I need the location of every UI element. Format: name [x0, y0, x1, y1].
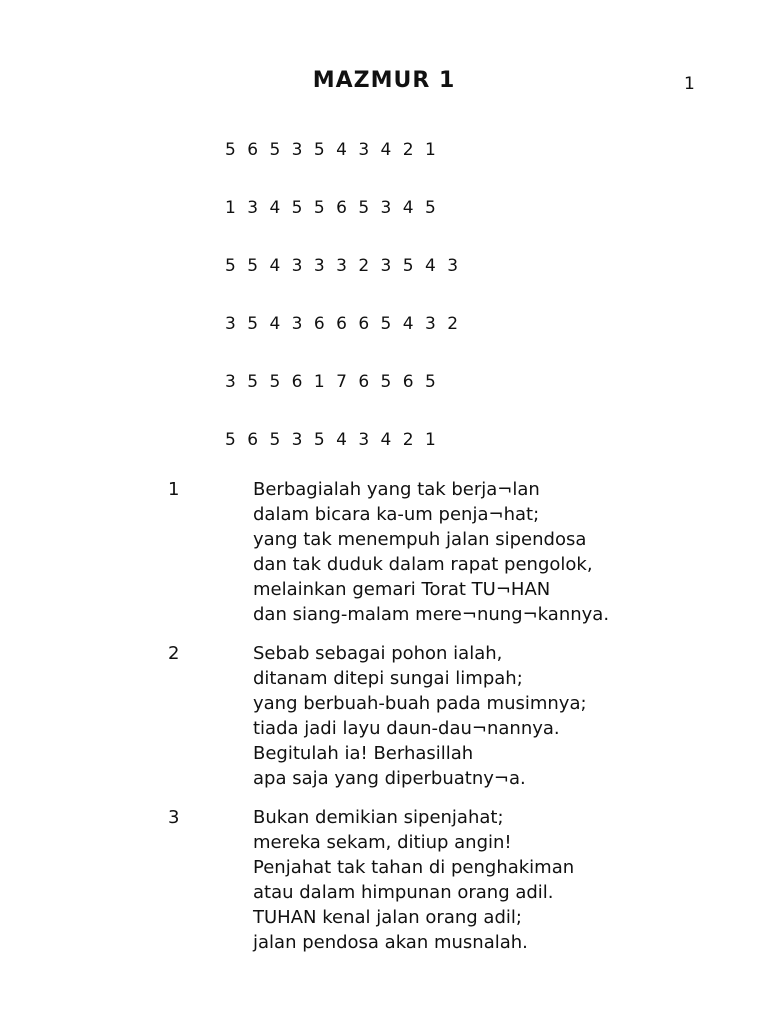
verse-line: yang berbuah-buah pada musimnya; — [253, 693, 587, 714]
verse-line: Sebab sebagai pohon ialah, — [253, 643, 503, 664]
verse-line: jalan pendosa akan musnalah. — [253, 932, 528, 953]
page-number: 1 — [684, 74, 695, 94]
verse-line: Begitulah ia! Berhasillah — [253, 743, 474, 764]
melody-line: 5 6 5 3 5 4 3 4 2 1 — [225, 140, 439, 160]
verses — [0, 477, 768, 969]
verse-line: apa saja yang diperbuatny¬a. — [253, 768, 526, 789]
verse-line: tiada jadi layu daun-dau¬nannya. — [253, 718, 560, 739]
melody-line: 3 5 4 3 6 6 6 5 4 3 2 — [225, 314, 462, 334]
verse-line: mereka sekam, ditiup angin! — [253, 832, 512, 853]
verse-lines — [253, 805, 768, 955]
melody-line: 5 6 5 3 5 4 3 4 2 1 — [225, 430, 439, 450]
melody-line: 1 3 4 5 5 6 5 3 4 5 — [225, 198, 439, 218]
melody-line: 3 5 5 6 1 7 6 5 6 5 — [225, 372, 439, 392]
verse-3 — [0, 805, 768, 955]
verse-lines — [253, 477, 768, 627]
verse-1 — [0, 477, 768, 627]
verse-lines — [253, 641, 768, 791]
verse-number: 3 — [168, 807, 180, 828]
verse-line: dan tak duduk dalam rapat pengolok, — [253, 554, 593, 575]
melody-notation — [225, 138, 461, 486]
verse-line: melainkan gemari Torat TU¬HAN — [253, 579, 551, 600]
verse-line: dalam bicara ka-um penja¬hat; — [253, 504, 540, 525]
verse-line: Penjahat tak tahan di penghakiman — [253, 857, 575, 878]
verse-line: atau dalam himpunan orang adil. — [253, 882, 554, 903]
verse-number: 2 — [168, 643, 180, 664]
verse-2 — [0, 641, 768, 791]
verse-line: Bukan demikian sipenjahat; — [253, 807, 504, 828]
verse-line: yang tak menempuh jalan sipendosa — [253, 529, 587, 550]
melody-line: 5 5 4 3 3 3 2 3 5 4 3 — [225, 256, 462, 276]
page-title: MAZMUR 1 — [312, 68, 456, 93]
verse-line: ditanam ditepi sungai limpah; — [253, 668, 523, 689]
verse-number: 1 — [168, 479, 180, 500]
verse-line: TUHAN kenal jalan orang adil; — [253, 907, 522, 928]
verse-line: Berbagialah yang tak berja¬lan — [253, 479, 540, 500]
verse-line: dan siang-malam mere¬nung¬kannya. — [253, 604, 610, 625]
